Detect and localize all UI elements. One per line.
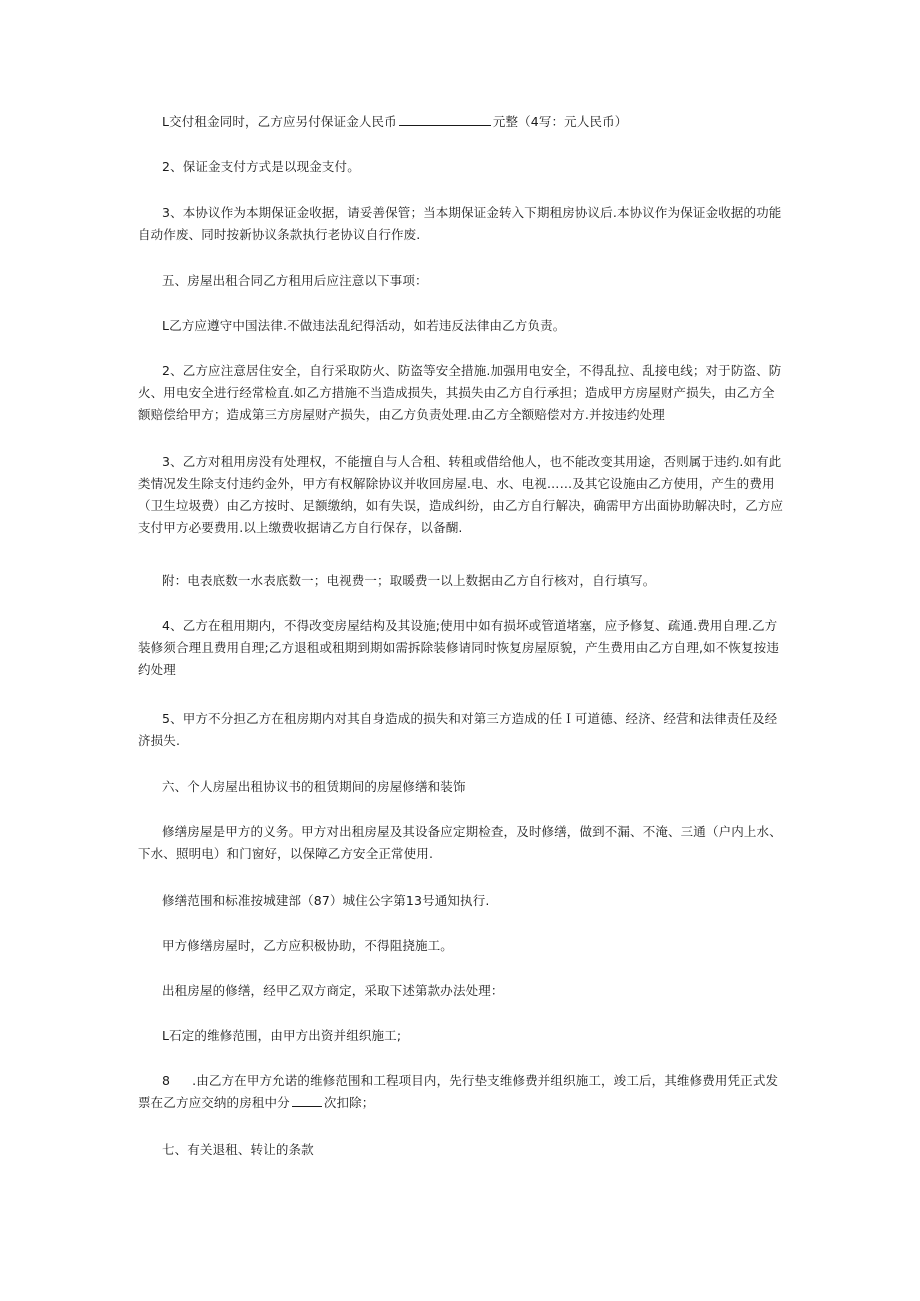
repair-option-one-paragraph: L石定的维修范围，由甲方出资并组织施工; — [162, 1028, 402, 1043]
repair-option-two-paragraph — [138, 1070, 786, 1114]
structure-change-paragraph: 4、乙方在租用期内，不得改变房屋结构及其设施;使用中如有损坏或管道堵塞，应予修复、疏通.费用自理.乙方装修须合理且费用自理;乙方退租或租期到期如需拆除装修请同时恢复房屋原貌，产生费用由乙方自理,如不恢复按违约处理 — [138, 618, 779, 677]
repair-assist-paragraph: 甲方修缮房屋时，乙方应积极协助，不得阻挠施工。 — [162, 938, 453, 953]
repair-standard-paragraph: 修缮范围和标准按城建部（87）城住公字第13号通知执行. — [162, 893, 490, 908]
deposit-amount-blank — [399, 113, 491, 126]
deposit-payment-method-paragraph: 2、保证金支付方式是以现金支付。 — [162, 159, 360, 174]
safety-paragraph: 2、乙方应注意居住安全，自行采取防火、防盗等安全措施.加强用电安全，不得乱拉、乱接电线；对于防盗、防火、用电安全进行经常检直.如乙方措施不当造成损失，其损失由乙方自行承担；造成甲方房屋财产损失，由乙方全额赔偿给甲方；造成第三方房屋财产损失，由乙方负责处理.由乙方全额赔偿对方.并按违约处理 — [138, 363, 782, 422]
repair-duty-paragraph: 修缮房屋是甲方的义务。甲方对出租房屋及其设备应定期检查，及时修缮，做到不漏、不淹、三通（户内上水、下水、照明电）和门窗好，以保障乙方安全正常使用. — [138, 824, 782, 861]
repair-option-two-text-a: .由乙方在甲方允诺的维修范围和工程项目内，先行垫支维修费并组织施工，竣工后，其维修费用凭正式发票在乙方应交纳的房租中分 — [138, 1073, 779, 1110]
deposit-amount-paragraph — [138, 111, 786, 133]
repair-option-two-blank — [292, 1094, 322, 1107]
deposit-receipt-paragraph: 3、本协议作为本期保证金收据，请妥善保管；当本期保证金转入下期租房协议后.本协议作为保证金收据的功能自动作废、同时按新协议条款执行老协议自行作废. — [138, 205, 782, 242]
liability-paragraph: 5、甲方不分担乙方在租房期内对其自身造成的损失和对第三方造成的任Ｉ可道德、经济、经营和法律责任及经济损失. — [138, 711, 778, 748]
section-seven-heading: 七、有关退租、转让的条款 — [162, 1142, 314, 1157]
repair-method-paragraph: 出租房屋的修缮，经甲乙双方商定，采取下述第款办法处理： — [162, 983, 504, 998]
meter-readings-paragraph: 附：电表底数一水表底数一；电视费一；取暖费一以上数据由乙方自行核对，自行填写。 — [162, 573, 656, 588]
no-sublet-paragraph: 3、乙方对租用房没有处理权，不能擅自与人合租、转租或借给他人，也不能改变其用途，否则属于违约.如有此类情况发生除支付违约金外，甲方有权解除协议并收回房屋.电、水、电视……及其它设施由乙方使用，产生的费用（卫生垃圾费）由乙方按时、足额缴纳，如有失误，造成纠纷，由乙方自行解决，确需甲方出面协助解决时，乙方应支付甲方必要费用.以上缴费收据请乙方自行保存，以备醐. — [138, 454, 784, 535]
repair-option-two-number: 8 — [162, 1073, 171, 1088]
section-five-heading: 五、房屋出租合同乙方租用后应注意以下事项： — [162, 273, 428, 288]
deposit-amount-text-a: L交付租金同时，乙方应另付保证金人民币 — [162, 114, 397, 129]
section-six-heading: 六、个人房屋出租协议书的租赁期间的房屋修缮和装饰 — [162, 779, 466, 794]
deposit-amount-text-b: 元整（4写：元人民币） — [492, 114, 628, 129]
obey-law-paragraph: L乙方应遵守中国法律.不做违法乱纪得活动，如若违反法律由乙方负责。 — [162, 318, 566, 333]
repair-option-two-text-b: 次扣除； — [323, 1095, 375, 1110]
